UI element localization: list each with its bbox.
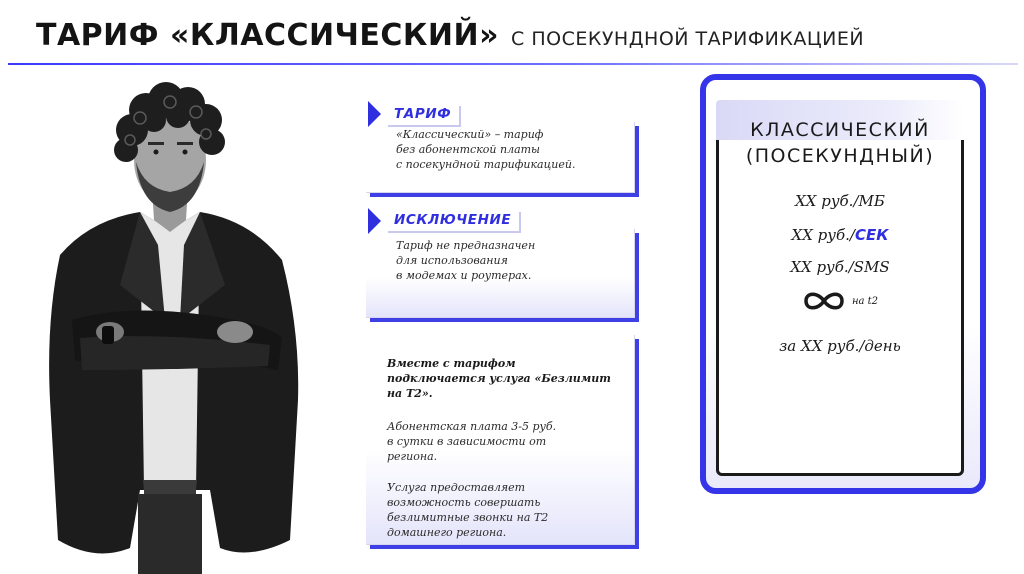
plan-name: КЛАССИЧЕСКИЙ — [750, 119, 930, 141]
title-underline — [8, 63, 1018, 65]
infinity-icon — [802, 290, 846, 312]
unlimited-note: на t2 — [851, 295, 879, 307]
page-title — [36, 18, 864, 53]
rate-sec-prefix: XX руб./ — [791, 226, 855, 244]
rate-mb: XX руб./МБ — [795, 192, 885, 210]
rate-sec-unit: СЕК — [854, 226, 889, 244]
title-main: ТАРИФ «КЛАССИЧЕСКИЙ» — [36, 18, 500, 53]
tariff-card-label: ТАРИФ — [386, 104, 459, 125]
unlimited-row — [716, 290, 964, 312]
person-photo — [20, 70, 330, 574]
exception-card-text: Тариф не предназначен для использования в модемах и роутерах. — [396, 239, 536, 282]
rate-sms: XX руб./SMS — [790, 258, 890, 276]
plan-name-sub: (ПОСЕКУНДНЫЙ) — [745, 145, 935, 167]
exception-card-label: ИСКЛЮЧЕНИЕ — [386, 210, 519, 231]
plan-title — [704, 117, 976, 169]
unlimited-intro: Вместе с тарифом подключается услуга «Безлимит на Т2». — [387, 357, 611, 400]
rate-sec — [716, 226, 964, 244]
exception-arrow-icon — [368, 208, 381, 234]
tariff-arrow-icon — [368, 101, 381, 127]
unlimited-service: Услуга предоставляет возможность совершать безлимитные звонки на Т2 домашнего региона. — [387, 481, 549, 539]
unlimited-fee: Абонентская плата 3-5 руб. в сутки в зависимости от региона. — [387, 420, 557, 463]
tariff-card-text: «Классический» – тариф без абонентской платы с посекундной тарификацией. — [396, 128, 576, 171]
title-subtitle: С ПОСЕКУНДНОЙ ТАРИФИКАЦИЕЙ — [511, 28, 865, 50]
rate-daily: за XX руб./день — [779, 337, 901, 355]
